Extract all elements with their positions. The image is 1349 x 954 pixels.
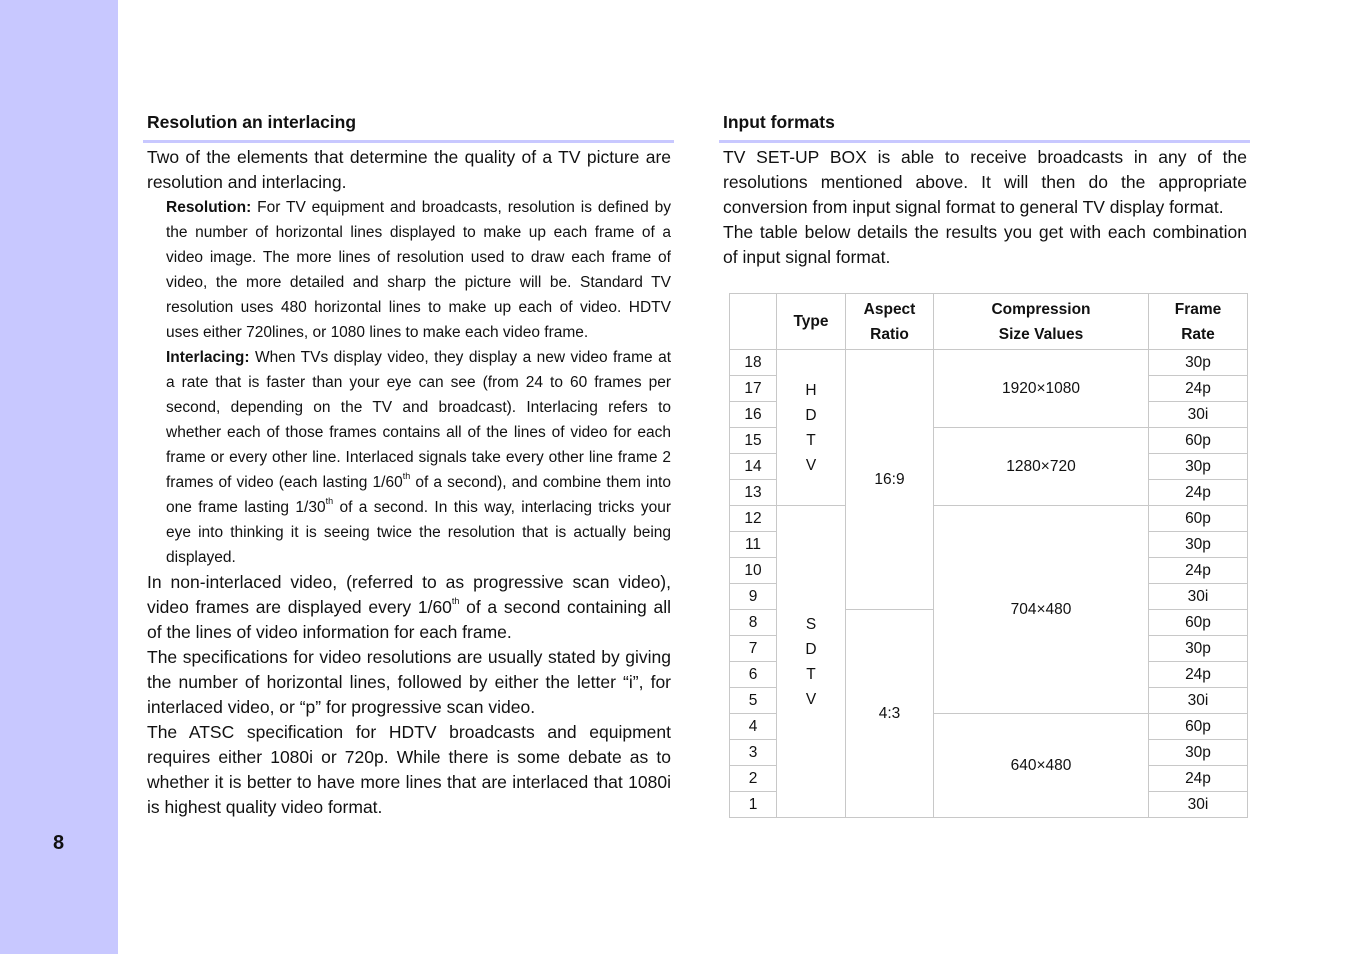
interlacing-text: of a second. In this way, interlacing tricks your eye into thinking it is seeing twice the resolution that is actually being displayed. [166, 499, 672, 566]
superscript: th [402, 470, 411, 481]
frame-rate-cell: 30i [1149, 792, 1248, 818]
row-number-cell: 6 [730, 662, 777, 688]
superscript: th [451, 596, 460, 607]
noninterlaced-text: In non-interlaced video, (referred to as progressive scan video), video frames are displayed every 1/60 [147, 572, 671, 617]
header-aspect-line2: Ratio [870, 325, 909, 343]
interlacing-text: When TVs display video, they display a new video frame at a rate that is faster than your eye can see (from 24 to 60 frames per second, depending on the TV and broadcast). Interlacing refers to whether each of those frames contains all of the lines of video for each frame or every other line. Interlaced signals take every other line frame 2 frames of video (each lasting 1/60 [166, 349, 671, 491]
input-formats-paragraph: TV SET-UP BOX is able to receive broadcasts in any of the resolutions mentioned above. It will then do the appropriate conversion from input signal format to general TV display format. [723, 147, 1247, 217]
input-formats-table [729, 293, 1248, 818]
resolution-text: For TV equipment and broadcasts, resolution is defined by the number of horizontal lines displayed to make up each frame of a video image. The more lines of resolution used to draw each frame of video, the more detailed and sharp the picture will be. Standard TV resolution uses 480 horizontal lines to make up each of video. HDTV uses either 720lines, or 1080 lines to make each video frame. [166, 199, 671, 341]
right-column [723, 110, 1247, 270]
frame-rate-cell: 60p [1149, 714, 1248, 740]
sidebar-band [0, 0, 118, 954]
header-number [730, 294, 777, 350]
header-aspect-line1: Aspect [863, 300, 916, 318]
frame-rate-cell: 30p [1149, 454, 1248, 480]
section-heading-input-formats: Input formats [723, 112, 835, 132]
type-letter: H [805, 381, 817, 399]
row-number-cell: 1 [730, 792, 777, 818]
header-compression-line1: Compression [991, 300, 1091, 318]
atsc-paragraph: The ATSC specification for HDTV broadcasts and equipment requires either 1080i or 720p. While there is some debate as to whether it is better to have more lines that are interlaced that 1080i is highest quality video format. [147, 722, 671, 817]
type-letter: D [805, 640, 817, 658]
header-frame-line2: Rate [1181, 325, 1215, 343]
frame-rate-cell: 24p [1149, 376, 1248, 402]
type-cell [777, 506, 846, 818]
header-aspect [846, 294, 934, 350]
intro-paragraph: Two of the elements that determine the quality of a TV picture are resolution and interlacing. [147, 147, 671, 192]
frame-rate-cell: 30i [1149, 584, 1248, 610]
noninterlaced-text: of a second containing all of the lines of video information for each frame. [147, 597, 671, 642]
type-letter: V [805, 690, 817, 708]
type-letter: S [805, 615, 817, 633]
resolution-label: Resolution: [166, 199, 252, 216]
header-type [777, 294, 846, 350]
superscript: th [325, 495, 334, 506]
row-number-cell: 3 [730, 740, 777, 766]
compression-size-cell: 1920×1080 [934, 350, 1149, 428]
header-compression [934, 294, 1149, 350]
type-letter: T [806, 431, 816, 449]
table-row [730, 350, 1248, 376]
row-number-cell: 15 [730, 428, 777, 454]
compression-size-cell: 640×480 [934, 714, 1149, 818]
left-column [147, 110, 671, 820]
frame-rate-cell: 24p [1149, 662, 1248, 688]
row-number-cell: 18 [730, 350, 777, 376]
frame-rate-cell: 60p [1149, 610, 1248, 636]
row-number-cell: 8 [730, 610, 777, 636]
table-intro-paragraph: The table below details the results you get with each combination of input signal format. [723, 222, 1247, 267]
frame-rate-cell: 30i [1149, 688, 1248, 714]
row-number-cell: 12 [730, 506, 777, 532]
frame-rate-cell: 24p [1149, 558, 1248, 584]
frame-rate-cell: 30p [1149, 636, 1248, 662]
row-number-cell: 11 [730, 532, 777, 558]
row-number-cell: 9 [730, 584, 777, 610]
aspect-ratio-cell: 16:9 [846, 350, 934, 610]
row-number-cell: 10 [730, 558, 777, 584]
header-compression-line2: Size Values [998, 325, 1084, 343]
heading-divider [719, 140, 1250, 143]
row-number-cell: 13 [730, 480, 777, 506]
compression-size-cell: 704×480 [934, 506, 1149, 714]
table-body [730, 350, 1248, 818]
frame-rate-cell: 24p [1149, 766, 1248, 792]
type-letter: D [805, 406, 817, 424]
table-header-row [730, 294, 1248, 350]
frame-rate-cell: 30p [1149, 350, 1248, 376]
row-number-cell: 4 [730, 714, 777, 740]
resolution-paragraph [147, 195, 671, 345]
aspect-ratio-cell: 4:3 [846, 610, 934, 818]
frame-rate-cell: 30i [1149, 402, 1248, 428]
header-frame-rate [1149, 294, 1248, 350]
page-number: 8 [53, 832, 65, 854]
noninterlaced-paragraph [147, 570, 671, 645]
type-cell [777, 350, 846, 506]
interlacing-label: Interlacing: [166, 349, 250, 366]
type-letter: T [806, 665, 816, 683]
row-number-cell: 7 [730, 636, 777, 662]
compression-size-cell: 1280×720 [934, 428, 1149, 506]
interlacing-text: of a second), and combine them into one frame lasting 1/30 [166, 474, 671, 516]
frame-rate-cell: 30p [1149, 532, 1248, 558]
interlacing-paragraph [147, 345, 671, 570]
row-number-cell: 2 [730, 766, 777, 792]
table-row [730, 506, 1248, 532]
frame-rate-cell: 60p [1149, 428, 1248, 454]
row-number-cell: 17 [730, 376, 777, 402]
frame-rate-cell: 30p [1149, 740, 1248, 766]
frame-rate-cell: 60p [1149, 506, 1248, 532]
specs-paragraph: The specifications for video resolutions are usually stated by giving the number of horizontal lines, followed by either the letter “i”, for interlaced video, or “p” for progressive scan video. [147, 647, 671, 717]
frame-rate-cell: 24p [1149, 480, 1248, 506]
section-heading-resolution: Resolution an interlacing [147, 112, 357, 132]
row-number-cell: 5 [730, 688, 777, 714]
type-letter: V [805, 456, 817, 474]
header-frame-line1: Frame [1174, 300, 1222, 318]
row-number-cell: 16 [730, 402, 777, 428]
header-type-label: Type [793, 313, 829, 330]
row-number-cell: 14 [730, 454, 777, 480]
heading-divider [143, 140, 674, 143]
